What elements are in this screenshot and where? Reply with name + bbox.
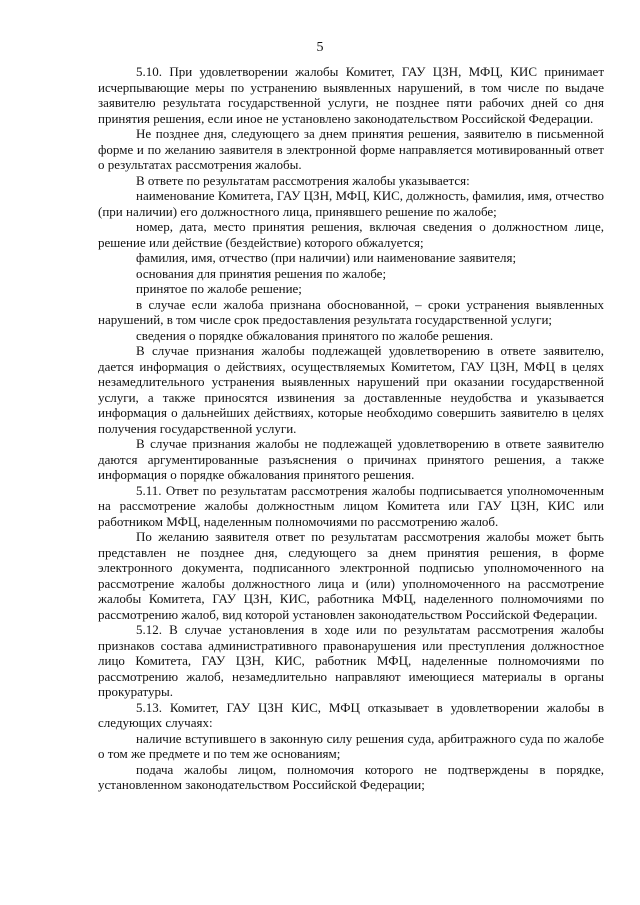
list-item-court-decision: наличие вступившего в законную силу решения суда, арбитражного суда по жалобе о том же предмете и по тем же основаниям; xyxy=(98,730,604,761)
paragraph-5-13: 5.13. Комитет, ГАУ ЦЗН КИС, МФЦ отказывает в удовлетворении жалобы в следующих случаях: xyxy=(98,699,604,730)
list-item-decision-grounds: основания для принятия решения по жалобе; xyxy=(136,265,387,281)
paragraph-5-11: 5.11. Ответ по результатам рассмотрения жалобы подписывается уполномоченным на рассмотрение жалобы должностным лицом Комитета или ГАУ ЦЗН, КИС или работником МФЦ, наделенным полномочиями по рассмотрению жалоб. xyxy=(98,482,604,529)
list-item-decision: принятое по жалобе решение; xyxy=(136,281,302,296)
paragraph-complaint-rejected: В случае признания жалобы не подлежащей удовлетворению в ответе заявителю даются аргументированные разъяснения о причинах принятого решения, а также информация о порядке обжалования принятого решения. xyxy=(98,436,604,482)
list-item-official-name: наименование Комитета, ГАУ ЦЗН, МФЦ, КИС, должность, фамилия, имя, отчество (при наличии) его должностного лица, принявшего решение по жалобе; xyxy=(98,188,604,219)
paragraph-electronic-response: По желанию заявителя ответ по результатам рассмотрения жалобы может быть представлен не позднее дня, следующего за днем принятия решения, в форме электронного документа, подписанного электронной подписью уполномоченного на рассмотрение жалобы должностного лица и (или) уполномоченного на рассмотрение жалобы Комитета, ГАУ ЦЗН, КИС, работника МФЦ, наделенного полномочиями по рассмотрению жалоб, вид которой установлен законодательством Российской Федерации. xyxy=(98,529,604,622)
page-number: 5 xyxy=(316,40,324,55)
paragraph-response-contents-intro: В ответе по результатам рассмотрения жалобы указывается: xyxy=(136,172,470,188)
paragraph-complaint-upheld: В случае признания жалобы подлежащей удовлетворению в ответе заявителю, дается информация о действиях, осуществляемых Комитетом, ГАУ ЦЗН, МФЦ в целях незамедлительного устранения выявленных нарушений при оказании государственной услуги, а также приносятся извинения за доставленные неудобства и указывается информация о дальнейших действиях, которые необходимо совершить заявителю в целях получения государственной услуги. xyxy=(98,343,604,436)
list-item-remedy-terms: в случае если жалоба признана обоснованной, – сроки устранения выявленных нарушений, в том числе срок предоставления результата государственной услуги; xyxy=(98,296,604,327)
document-body xyxy=(98,64,604,793)
list-item-decision-details: номер, дата, место принятия решения, включая сведения о должностном лице, решение или действие (бездействие) которого обжалуется; xyxy=(98,219,604,250)
list-item-unconfirmed-authority: подача жалобы лицом, полномочия которого не подтверждены в порядке, установленном законодательством Российской Федерации; xyxy=(98,761,604,792)
paragraph-response-deadline: Не позднее дня, следующего за днем принятия решения, заявителю в письменной форме и по желанию заявителя в электронной форме направляется мотивированный ответ о результатах рассмотрения жалобы. xyxy=(98,126,604,172)
list-item-appeal-procedure: сведения о порядке обжалования принятого по жалобе решения. xyxy=(136,327,494,343)
paragraph-5-12: 5.12. В случае установления в ходе или по результатам рассмотрения жалобы признаков состава административного правонарушения или преступления должностное лицо Комитета, ГАУ ЦЗН, КИС, работник МФЦ, наделенные полномочиями по рассмотрению жалоб, незамедлительно направляют имеющиеся материалы в органы прокуратуры. xyxy=(98,622,604,699)
paragraph-5-10: 5.10. При удовлетворении жалобы Комитет, ГАУ ЦЗН, МФЦ, КИС принимает исчерпывающие меры по устранению выявленных нарушений, в том числе по выдаче заявителю результата государственной услуги, не позднее пяти рабочих дней со дня принятия решения, если иное не установлено законодательством Российской Федерации. xyxy=(98,64,604,126)
list-item-applicant-name: фамилия, имя, отчество (при наличии) или наименование заявителя; xyxy=(136,250,517,265)
